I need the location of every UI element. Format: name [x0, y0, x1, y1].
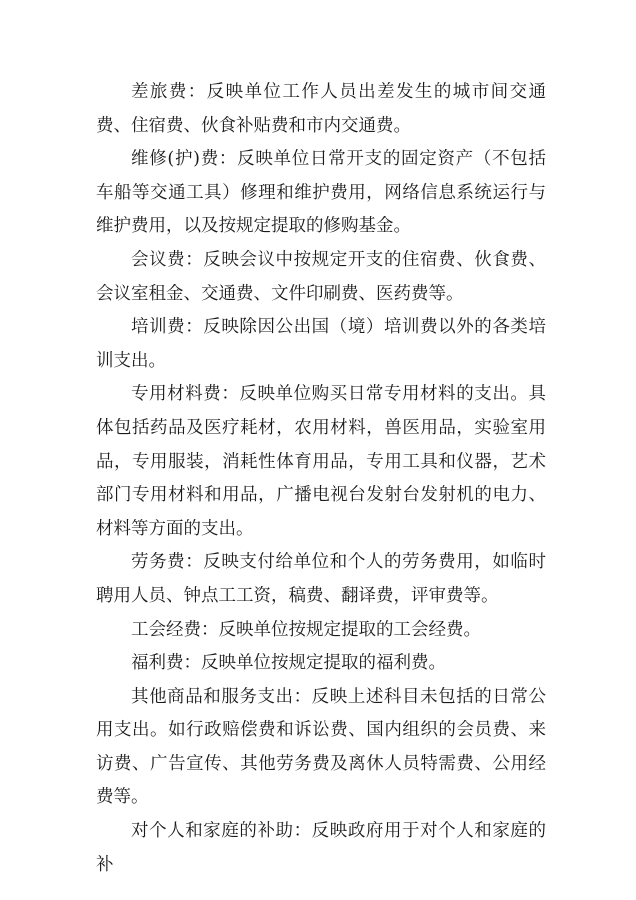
- paragraph-meeting-expense: 会议费：反映会议中按规定开支的住宿费、伙食费、会议室租金、交通费、文件印刷费、医药费等。: [96, 249, 546, 304]
- paragraph-special-materials-expense: 专用材料费：反映单位购买日常专用材料的支出。具体包括药品及医疗耗材，农用材料，兽医用品，实验室用品，专用服装，消耗性体育用品，专用工具和仪器，艺术部门专用材料和用品，广播电视台发射台发射机的电力、材料等方面的支出。: [96, 384, 546, 539]
- paragraph-welfare-expense: 福利费：反映单位按规定提取的福利费。: [131, 653, 446, 674]
- paragraph-subsidies-individuals: 对个人和家庭的补助：反映政府用于对个人和家庭的补: [96, 821, 546, 875]
- paragraph-maintenance-expense: 维修(护)费：反映单位日常开支的固定资产（不包括车船等交通工具）修理和维护费用，网络信息系统运行与维护费用，以及按规定提取的修购基金。: [96, 149, 546, 237]
- paragraph-travel-expense: 差旅费：反映单位工作人员出差发生的城市间交通费、住宿费、伙食补贴费和市内交通费。: [96, 82, 546, 136]
- paragraph-union-funds: 工会经费：反映单位按规定提取的工会经费。: [131, 619, 481, 640]
- paragraph-other-goods-services: 其他商品和服务支出：反映上述科目未包括的日常公用支出。如行政赔偿费和诉讼费、国内组织的会员费、来访费、广告宣传、其他劳务费及离休人员特需费、公用经费等。: [96, 686, 546, 808]
- paragraph-labor-expense: 劳务费：反映支付给单位和个人的劳务费用，如临时聘用人员、钟点工工资，稿费、翻译费，评审费等。: [96, 552, 546, 606]
- paragraph-training-expense: 培训费：反映除因公出国（境）培训费以外的各类培训支出。: [96, 317, 546, 371]
- document-body: [96, 76, 546, 882]
